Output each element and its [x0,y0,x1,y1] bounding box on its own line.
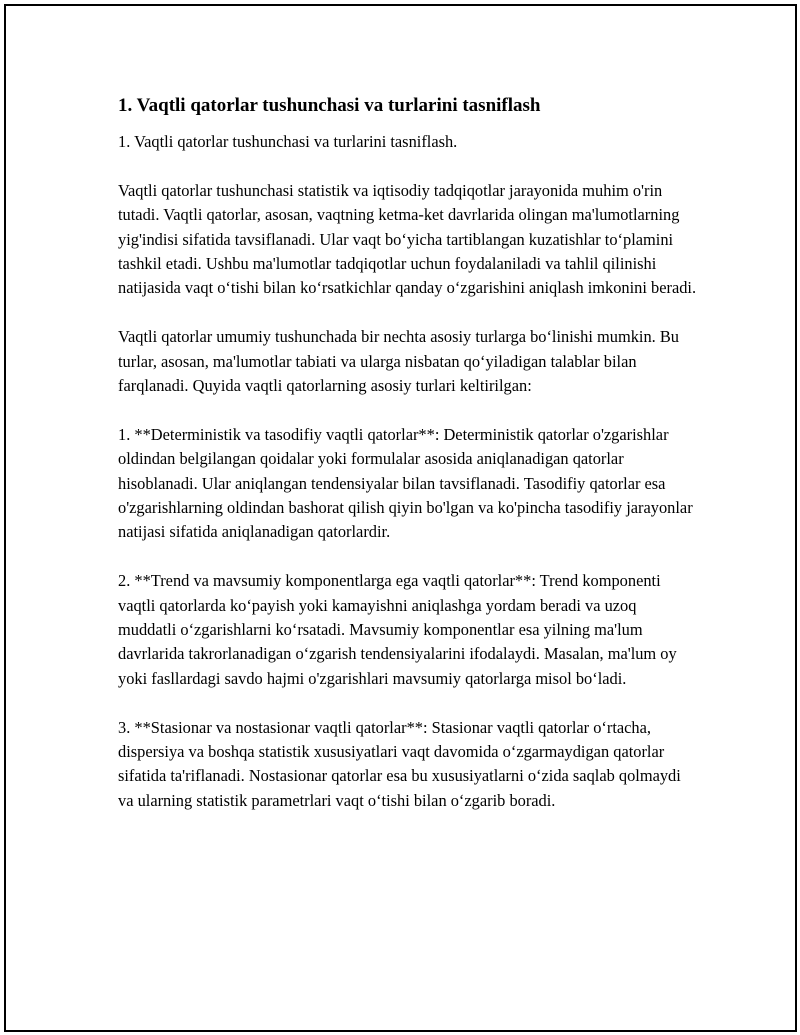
document-body [118,94,698,813]
paragraph-intro: Vaqtli qatorlar tushunchasi statistik va iqtisodiy tadqiqotlar jarayonida muhim o'rin tutadi. Vaqtli qatorlar, asosan, vaqtning ketma-ket davrlarida olingan ma'lumotlarning yig'indisi sifatida tavsiflanadi. Ular vaqt bo‘yicha tartiblangan kuzatishlar to‘plamini tashkil etadi. Ushbu ma'lumotlar tadqiqotlar uchun foydalaniladi va tahlil qilinishi natijasida vaqt o‘tishi bilan ko‘rsatkichlar qanday o‘zgarishini aniqlash imkonini beradi. [118,180,697,298]
paragraph-trend-seasonal: 2. **Trend va mavsumiy komponentlarga ega vaqtli qatorlar**: Trend komponenti vaqtli qatorlarda ko‘payish yoki kamayishni aniqlashga yordam beradi va uzoq muddatli o‘zgarishlarni ko‘rsatadi. Mavsumiy komponentlar esa yilning ma'lum davrlarida takrorlanadigan o‘zgarish tendensiyalarini ifodalaydi. Masalan, ma'lum oy yoki fasllardagi savdo hajmi o'zgarishlari mavsumiy qatorlarga misol bo‘ladi. [118,571,677,688]
paragraph-stationary: 3. **Stasionar va nostasionar vaqtli qatorlar**: Stasionar vaqtli qatorlar o‘rtacha, dispersiya va boshqa statistik xususiyatlari vaqt davomida o‘zgarmaydigan qatorlar sifatida ta'riflanadi. Nostasionar qatorlar esa bu xususiyatlarni o‘zida saqlab qolmaydi va ularning statistik parametrlari vaqt o‘tishi bilan o‘zgarib boradi. [118,717,681,810]
paragraph-types-overview: Vaqtli qatorlar umumiy tushunchada bir nechta asosiy turlarga bo‘linishi mumkin. Bu turlar, asosan, ma'lumotlar tabiati va ularga nisbatan qo‘yiladigan talablar bilan farqlanadi. Quyida vaqtli qatorlarning asosiy turlari keltirilgan: [118,327,679,396]
paragraph-subtitle: 1. Vaqtli qatorlar tushunchasi va turlarini tasniflash. [118,132,458,151]
paragraph-deterministic-random: 1. **Deterministik va tasodifiy vaqtli qatorlar**: Deterministik qatorlar o'zgarishlar oldindan belgilangan qoidalar yoki formulalar asosida aniqlanadigan qatorlar hisoblanadi. Ular aniqlangan tendensiyalar bilan tavsiflanadi. Tasodifiy qatorlar esa o'zgarishlarning oldindan bashorat qilish qiyin bo'lgan va ko'pincha tasodifiy jarayonlar natijasi sifatida aniqlanadigan qatorlardir. [118,424,693,542]
document-heading: 1. Vaqtli qatorlar tushunchasi va turlarini tasniflash [118,95,541,116]
